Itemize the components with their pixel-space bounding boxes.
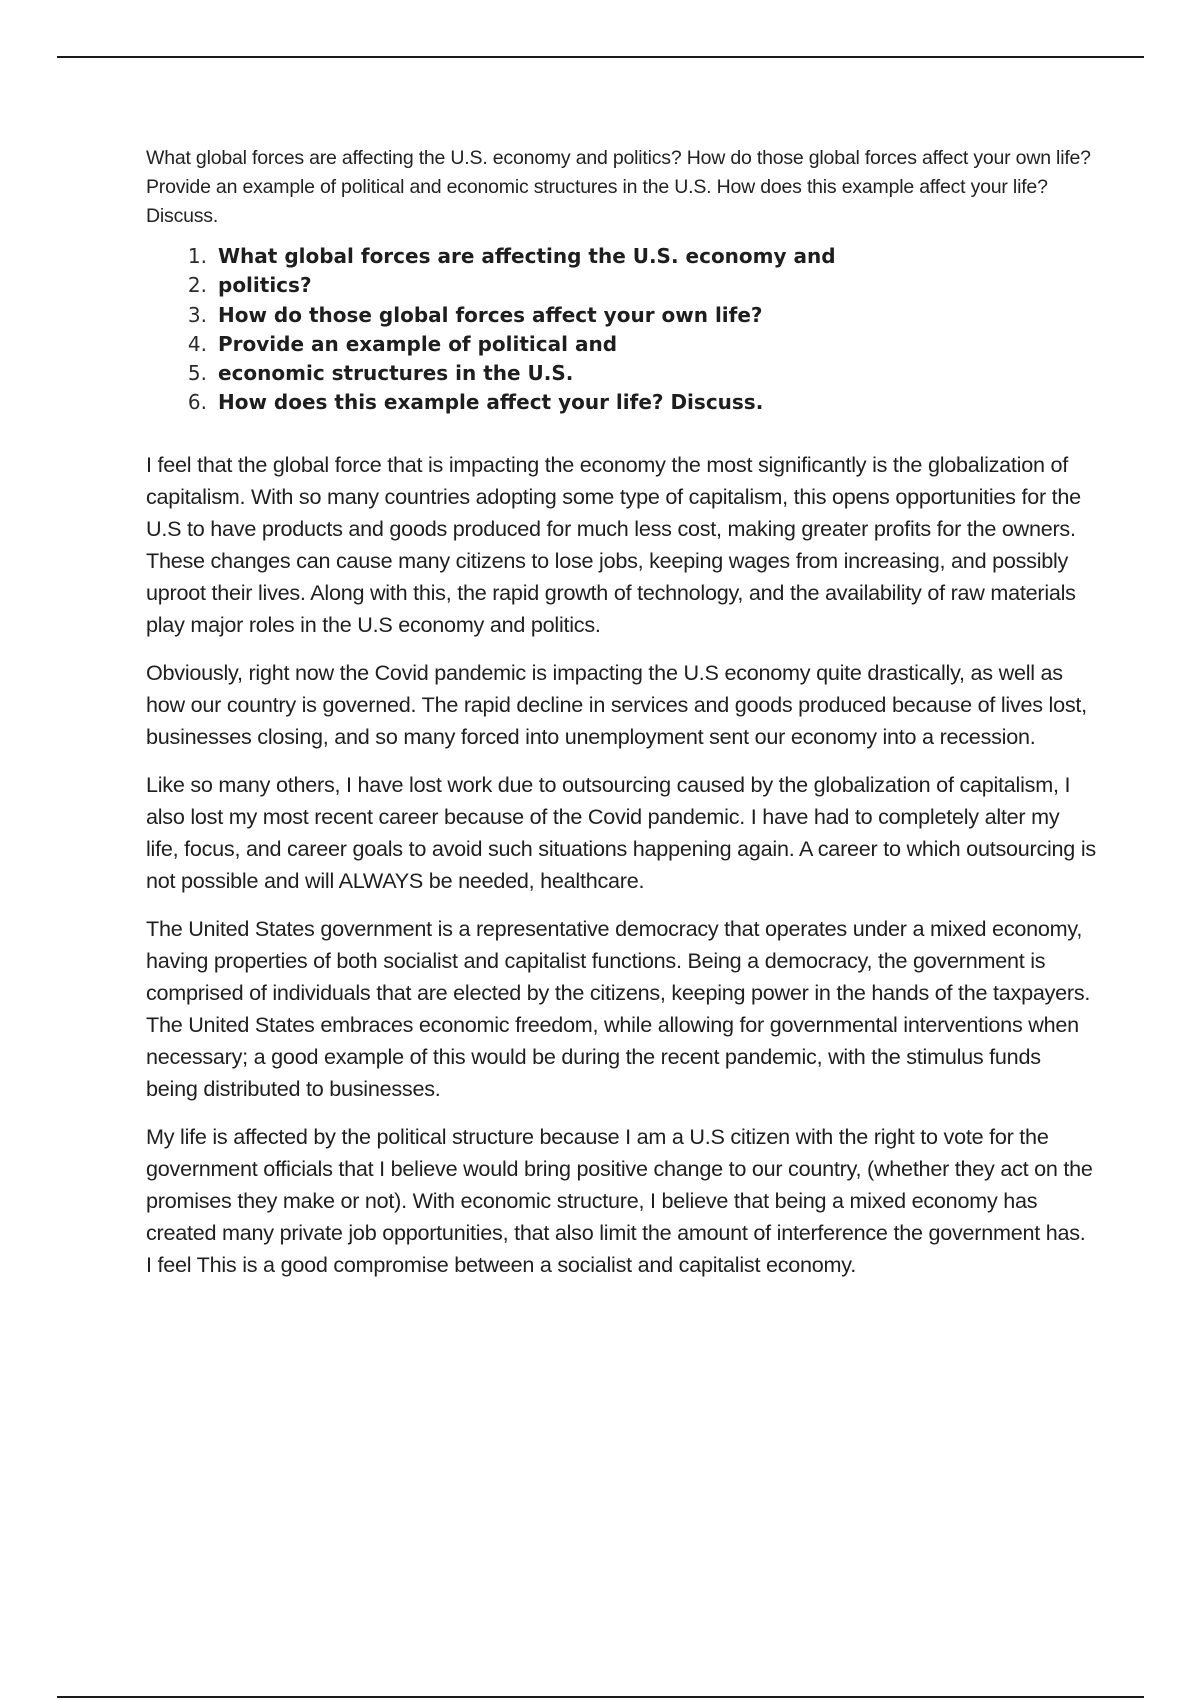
list-item-text: politics? (218, 273, 312, 298)
answer-paragraph: I feel that the global force that is impacting the economy the most significantly is the globalization of capitalism. With so many countries adopting some type of capitalism, this opens opportunities for the U.S to have products and goods produced for much less cost, making greater profits for the owners. These changes can cause many citizens to lose jobs, keeping wages from increasing, and possibly uproot their lives. Along with this, the rapid growth of technology, and the availability of raw materials play major roles in the U.S economy and politics. (146, 451, 1081, 637)
document-body (146, 144, 1096, 1297)
list-item-text: economic structures in the U.S. (218, 361, 574, 386)
list-item (146, 242, 1096, 271)
top-rule (57, 56, 1144, 58)
list-item-number: 4. (187, 331, 207, 356)
list-item-text: What global forces are affecting the U.S. economy and (218, 244, 836, 268)
list-item (146, 301, 1096, 330)
answer-paragraph: Like so many others, I have lost work due to outsourcing caused by the globalization of capitalism, I also lost my most recent career because of the Covid pandemic. I have had to completely alter my life, focus, and career goals to avoid such situations happening again. A career to which outsourcing is not possible and will ALWAYS be needed, healthcare. (146, 771, 1096, 893)
answer-section (146, 449, 1096, 1281)
list-item-text: Provide an example of political and (218, 331, 618, 356)
list-item (146, 330, 1096, 359)
list-item (146, 359, 1096, 388)
list-item-number: 1. (187, 244, 207, 268)
list-item-number: 5. (187, 361, 207, 386)
answer-paragraph: Obviously, right now the Covid pandemic is impacting the U.S economy quite drastically, as well as how our country is governed. The rapid decline in services and goods produced because of lives lost, businesses closing, and so many forced into unemployment sent our economy into a recession. (146, 659, 1087, 749)
list-item-text: How does this example affect your life? Discuss. (218, 390, 764, 415)
list-item (146, 388, 1096, 417)
list-item (146, 271, 1096, 300)
list-item-number: 6. (187, 390, 207, 415)
list-item-text: How do those global forces affect your own life? (218, 302, 763, 327)
bottom-rule (57, 1696, 1144, 1698)
list-item-number: 2. (187, 273, 207, 298)
list-item-number: 3. (187, 302, 207, 327)
answer-paragraph: My life is affected by the political structure because I am a U.S citizen with the right to vote for the government officials that I believe would bring positive change to our country, (whether they act on the promises they make or not). With economic structure, I believe that being a mixed economy has created many private job opportunities, that also limit the amount of interference the government has. I feel This is a good compromise between a socialist and capitalist economy. (146, 1123, 1093, 1277)
question-list (146, 242, 1096, 418)
question-prompt: What global forces are affecting the U.S. economy and politics? How do those global forces affect your own life? Provide an example of political and economic structures in the U.S. How does this example affect your life? Discuss. (146, 147, 1091, 227)
answer-paragraph: The United States government is a representative democracy that operates under a mixed economy, having properties of both socialist and capitalist functions. Being a democracy, the government is comprised of individuals that are elected by the citizens, keeping power in the hands of the taxpayers. The United States embraces economic freedom, while allowing for governmental interventions when necessary; a good example of this would be during the recent pandemic, with the stimulus funds being distributed to businesses. (146, 915, 1091, 1101)
